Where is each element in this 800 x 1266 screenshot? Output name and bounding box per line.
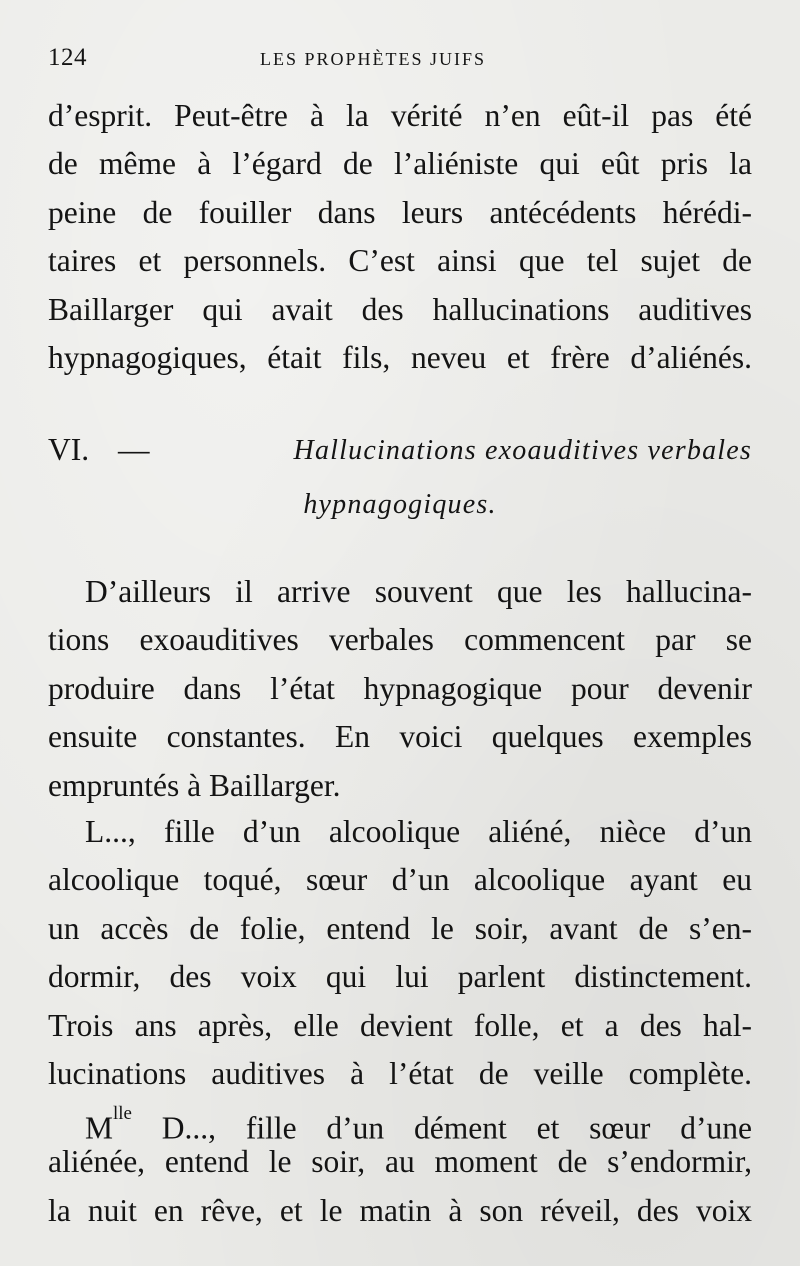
text-line: lucinations auditives à l’état de veille complète.	[48, 1055, 752, 1091]
text-line: taires et personnels. C’est ainsi que tel sujet de	[48, 243, 752, 279]
text-line: empruntés à Baillarger.	[48, 767, 341, 803]
running-title: LES PROPHÈTES JUIFS	[260, 49, 487, 69]
text-line: alcoolique toqué, sœur d’un alcoolique ayant eu	[48, 862, 752, 898]
text-line: peine de fouiller dans leurs antécédents hérédi-	[48, 194, 752, 230]
text-line: un accès de folie, entend le soir, avant de s’en-	[48, 910, 752, 946]
paragraph	[48, 1090, 752, 1235]
text-line: d’esprit. Peut-être à la vérité n’en eût-il pas été	[48, 98, 752, 133]
text-line: ensuite constantes. En voici quelques exemples	[48, 719, 752, 755]
text-line: Baillarger qui avait des hallucinations auditives	[48, 291, 752, 327]
section-title-line-2: hypnagogiques.	[303, 489, 497, 520]
running-head	[48, 44, 752, 74]
paragraph	[48, 568, 752, 810]
text-line: hypnagogiques, était fils, neveu et frère d’aliénés.	[48, 339, 752, 375]
text-line: L..., fille d’un alcoolique aliéné, nièce d’un	[85, 814, 752, 849]
paragraph-continuation	[48, 92, 752, 382]
text-line: tions exoauditives verbales commencent par se	[48, 622, 752, 658]
paragraph	[48, 808, 752, 1098]
text-line: produire dans l’état hypnagogique pour devenir	[48, 670, 752, 706]
text-line	[48, 1090, 752, 1146]
text-line-rest: D..., fille d’un dément et sœur d’une	[131, 1110, 752, 1146]
text-line: la nuit en rêve, et le matin à son réveil, des voix	[48, 1192, 752, 1228]
text-line: de même à l’égard de l’aliéniste qui eût pris la	[48, 146, 752, 182]
section-dash: —	[118, 432, 150, 467]
text-line: dormir, des voix qui lui parlent distinctement.	[48, 959, 752, 995]
section-heading	[48, 432, 752, 542]
text-line: aliénée, entend le soir, au moment de s’endormir,	[48, 1144, 752, 1180]
text-line: Trois ans après, elle devient folle, et a des hal-	[48, 1007, 752, 1043]
page-number: 124	[48, 44, 87, 71]
text-line: D’ailleurs il arrive souvent que les hallucina-	[85, 574, 752, 609]
title-abbreviation-superscript: lle	[113, 1103, 132, 1124]
title-abbreviation: M	[85, 1110, 114, 1146]
section-title-line-1: Hallucinations exoauditives verbales	[293, 435, 752, 466]
section-number: VI.	[48, 432, 90, 467]
